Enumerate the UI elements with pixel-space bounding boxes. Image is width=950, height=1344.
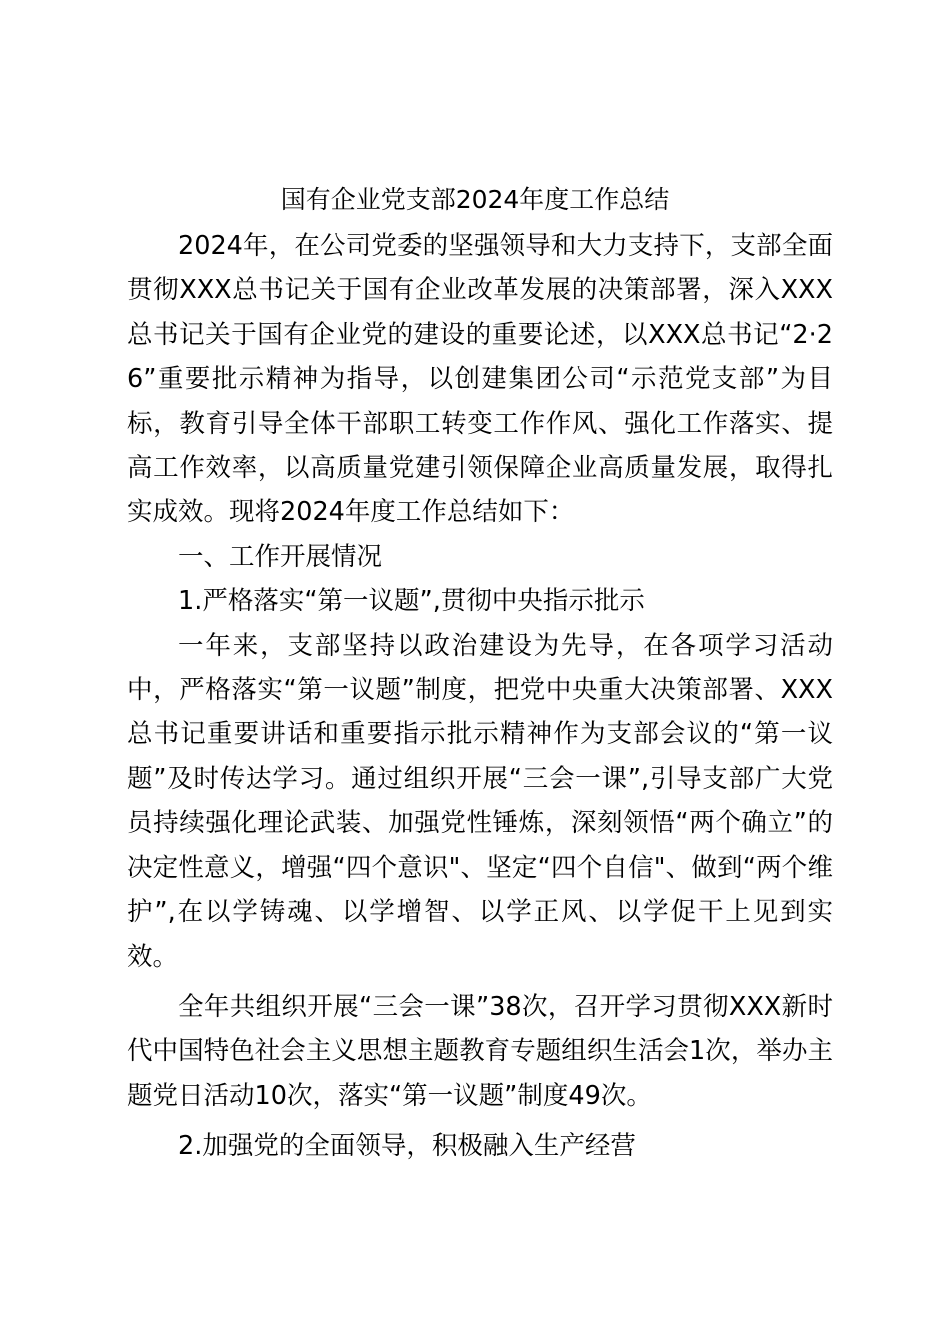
body-paragraph-political-study: 一年来，支部坚持以政治建设为先导，在各项学习活动中，严格落实“第一议题”制度，把党中央重大决策部署、XXX总书记重要讲话和重要指示批示精神作为支部会议的“第一议题”及时传达学习。通过组织开展“三会一课”,引导支部广大党员持续强化理论武装、加强党性锤炼，深刻领悟“两个确立”的决定性意义，增强“四个意识"、坚定“四个自信"、做到“两个维护”,在以学铸魂、以学增智、以学正风、以学促干上见到实效。 [127,630,833,972]
document-title: 国有企业党支部2024年度工作总结 [280,185,670,214]
subsection-heading-first-topic: 1.严格落实“第一议题”,贯彻中央指示批示 [178,586,645,617]
section-heading-work-status: 一、工作开展情况 [178,541,383,572]
subsection-heading-party-leadership: 2.加强党的全面领导，积极融入生产经营 [178,1131,636,1162]
body-paragraph-annual-statistics: 全年共组织开展“三会一课”38次，召开学习贯彻XXX新时代中国特色社会主义思想主题教育专题组织生活会1次，举办主题党日活动10次，落实“第一议题”制度49次。 [127,991,833,1111]
intro-paragraph: 2024年，在公司党委的坚强领导和大力支持下，支部全面贯彻XXX总书记关于国有企业改革发展的决策部署，深入XXX总书记关于国有企业党的建设的重要论述，以XXX总书记“2·26”重要批示精神为指导，以创建集团公司“示范党支部”为目标，教育引导全体干部职工转变工作作风、强化工作落实、提高工作效率，以高质量党建引领保障企业高质量发展，取得扎实成效。现将2024年度工作总结如下： [127,231,833,528]
document-body [127,224,833,1169]
